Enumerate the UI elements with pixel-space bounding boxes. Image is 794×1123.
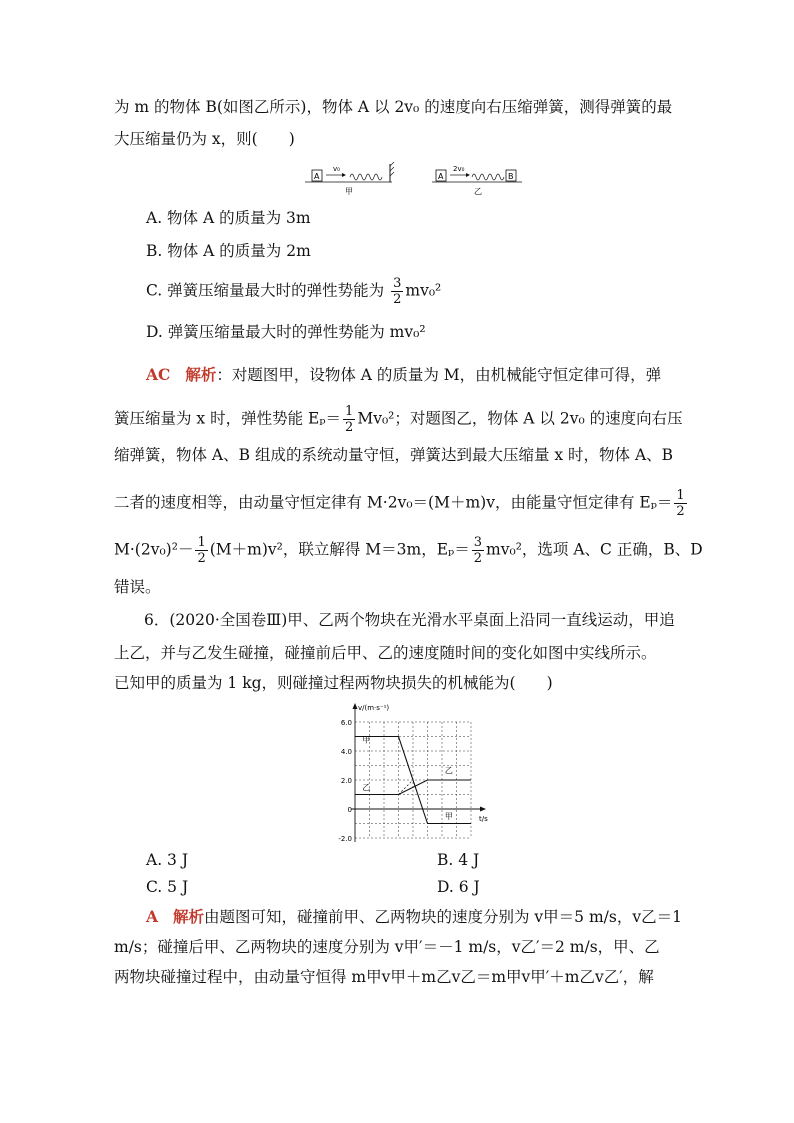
q6-option-c: C. 5 J: [146, 878, 189, 896]
y-tick-label: 2.0: [340, 777, 352, 785]
vt-chart: [325, 700, 505, 842]
q5-option-b: B. 物体 A 的质量为 2m: [146, 242, 311, 260]
fig-yi-velocity: 2v₀: [453, 165, 465, 173]
q6-analysis-line2: m/s；碰撞后甲、乙两物块的速度分别为 v甲′＝－1 m/s，v乙′＝2 m/s，甲、乙: [114, 938, 660, 956]
series-label: 甲: [362, 735, 371, 745]
q6-option-a: A. 3 J: [146, 851, 189, 869]
series-label: 甲: [444, 812, 453, 822]
q6-analysis-line1: A 解析由题图可知，碰撞前甲、乙两物块的速度分别为 v甲＝5 m/s，v乙＝1: [146, 907, 682, 926]
q5-stem-line1: 为 m 的物体 B(如图乙所示)，物体 A 以 2v₀ 的速度向右压缩弹簧，测得弹簧的最: [114, 98, 673, 116]
figure-jia: [305, 162, 394, 196]
q5-answer: AC: [146, 365, 171, 384]
q5-option-c-text: C. 弹簧压缩量最大时的弹性势能为: [146, 281, 385, 300]
y-axis-arrow: [353, 703, 358, 709]
q5-figure: [300, 160, 530, 200]
q6-analysis-label: 解析: [172, 907, 204, 926]
q5-analysis-label: 解析: [185, 365, 217, 384]
series-label: 乙: [362, 783, 371, 793]
y-axis-label: v/(m·s⁻¹): [358, 704, 390, 712]
fig-yi-label-b: B: [508, 172, 514, 181]
fig-jia-caption: 甲: [345, 187, 353, 196]
q5-analysis-line4: 二者的速度相等，由动量守恒定律有 M·2v₀＝(M＋m)v，由能量守恒定律有 Eₚ＝ $\frac{1}{2}$: [114, 488, 685, 519]
q5-analysis-line5: M·(2v₀)²－ $\frac{1}{2}$ (M＋m)v²，联立解得 M＝3m，Eₚ＝ $\frac{3}{2}$ mv₀²，选项 A、C 正确，B、D: [114, 535, 703, 566]
q5-option-c: [146, 276, 441, 307]
q6-stem-line1: 6．(2020·全国卷Ⅲ)甲、乙两个物块在光滑水平桌面上沿同一直线运动，甲追: [144, 611, 675, 629]
q6-analysis-line3: 两物块碰撞过程中，由动量守恒得 m甲v甲＋m乙v乙＝m甲v甲′＋m乙v乙′，解: [114, 968, 654, 986]
q6-stem-line2: 上乙，并与乙发生碰撞，碰撞前后甲、乙的速度随时间的变化如图中实线所示。: [114, 644, 657, 662]
q5-option-a: A. 物体 A 的质量为 3m: [146, 209, 311, 227]
q6-option-d: D. 6 J: [437, 878, 480, 896]
fig-yi-caption: 乙: [474, 187, 482, 196]
q6-option-b: B. 4 J: [437, 851, 480, 869]
q5-analysis-line3: 缩弹簧，物体 A、B 组成的系统动量守恒，弹簧达到最大压缩量 x 时，物体 A、B: [114, 446, 674, 464]
q5-analysis-line6: 错误。: [114, 578, 161, 596]
series-label: 乙: [444, 765, 453, 775]
q5-stem-line2: 大压缩量仍为 x，则( ): [114, 130, 295, 148]
fig-jia-label-a: A: [314, 172, 320, 181]
q5-option-c-tail: mv₀²: [405, 281, 442, 300]
q6-stem-line3: 已知甲的质量为 1 kg，则碰撞过程两物块损失的机械能为( ): [114, 674, 553, 692]
fig-jia-velocity: v₀: [333, 165, 340, 173]
y-tick-label: 4.0: [340, 748, 352, 756]
dashed-extension: [399, 780, 414, 795]
x-axis-arrow: [480, 807, 486, 812]
fig-yi-label-a: A: [438, 172, 444, 181]
q5-analysis-line2: 簧压缩量为 x 时，弹性势能 Eₚ＝ $\frac{1}{2}$ Mv₀²；对题图乙，物体 A 以 2v₀ 的速度向右压: [114, 404, 683, 435]
q5-analysis-line1: AC 解析：对题图甲，设物体 A 的质量为 M，由机械能守恒定律可得，弹: [146, 365, 662, 384]
y-tick-label: 0: [347, 806, 352, 814]
y-tick-label: 6.0: [340, 719, 352, 727]
q6-answer: A: [146, 907, 159, 926]
x-axis-label: t/s: [479, 815, 488, 823]
figure-yi: [432, 165, 522, 196]
y-tick-label: -2.0: [338, 835, 352, 842]
q5-option-d: D. 弹簧压缩量最大时的弹性势能为 mv₀²: [146, 323, 426, 341]
q5-option-c-fraction: $\frac{3}{2}$: [393, 276, 402, 307]
